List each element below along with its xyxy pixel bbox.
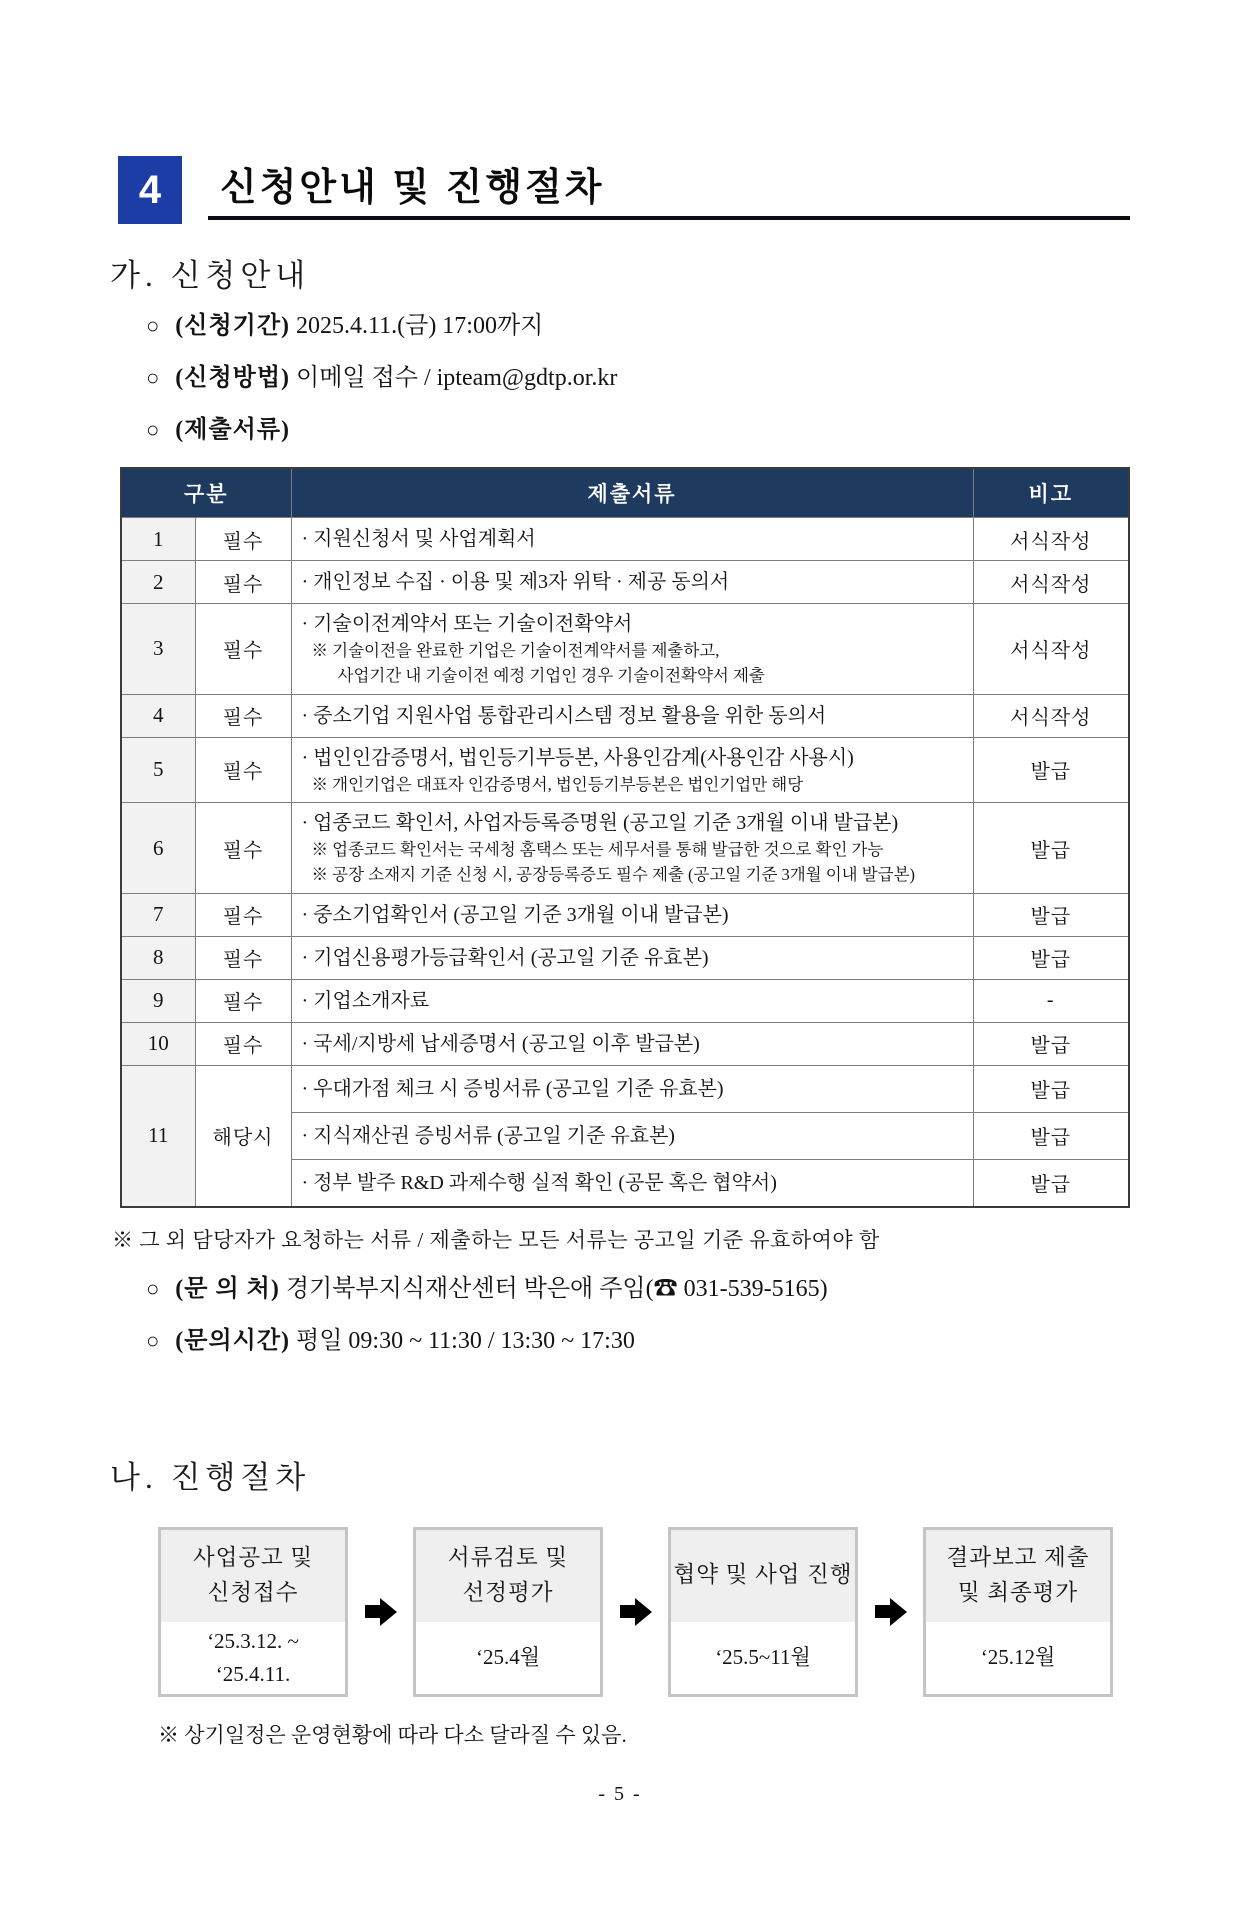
step-date	[926, 1622, 1110, 1694]
row-documents-cell	[291, 1065, 973, 1112]
row-note-cell: 발급	[973, 1159, 1129, 1207]
row-documents-cell	[291, 1159, 973, 1207]
bullet-label: (신청기간)	[175, 313, 291, 339]
column-header-note: 비고	[973, 468, 1129, 518]
step-title-line: 협약 및 사업 진행	[673, 1562, 853, 1588]
section-number-badge: 4	[118, 156, 182, 224]
step-date-line: ‘25.12월	[980, 1645, 1056, 1670]
table-row	[121, 737, 1129, 803]
title-underline	[208, 156, 1130, 220]
column-header-documents: 제출서류	[291, 468, 973, 518]
row-number-cell: 5	[121, 737, 195, 803]
row-number-cell: 1	[121, 518, 195, 561]
step-date-line: ‘25.3.12. ~	[207, 1629, 299, 1654]
table-row	[121, 936, 1129, 979]
phone-icon: ☎	[653, 1275, 678, 1302]
step-title	[416, 1530, 600, 1622]
step-title-line: 서류검토 및	[447, 1544, 569, 1570]
table-row	[121, 518, 1129, 561]
step-title-line: 사업공고 및	[192, 1544, 314, 1570]
bullet-contact-hours	[146, 1326, 1240, 1356]
row-number-cell: 11	[121, 1065, 195, 1207]
row-note-cell: 발급	[973, 1065, 1129, 1112]
document-page	[0, 156, 1240, 1909]
section-header	[118, 156, 1130, 224]
row-type-cell: 필수	[195, 936, 291, 979]
document-line: · 국세/지방세 납세증명서 (공고일 이후 발급본)	[301, 1032, 700, 1055]
row-note-cell: 발급	[973, 737, 1129, 803]
row-type-cell: 필수	[195, 1022, 291, 1065]
row-documents-cell	[291, 737, 973, 803]
row-documents-cell	[291, 604, 973, 695]
bullet-label: (신청방법)	[175, 365, 291, 391]
row-type-cell: 필수	[195, 737, 291, 803]
process-step-announcement	[158, 1527, 348, 1697]
row-type-cell: 필수	[195, 694, 291, 737]
table-row	[121, 604, 1129, 695]
row-note-cell: 서식작성	[973, 694, 1129, 737]
step-title	[161, 1530, 345, 1622]
column-header-category: 구분	[121, 468, 291, 518]
flow-arrow-icon	[603, 1527, 668, 1697]
step-date	[416, 1622, 600, 1694]
flow-arrow-icon	[348, 1527, 413, 1697]
step-date	[161, 1622, 345, 1694]
document-line: · 우대가점 체크 시 증빙서류 (공고일 기준 유효본)	[301, 1077, 724, 1100]
row-type-cell: 필수	[195, 604, 291, 695]
document-line: · 기술이전계약서 또는 기술이전확약서	[301, 613, 633, 635]
bullet-contact	[146, 1274, 1240, 1304]
document-line: · 정부 발주 R&D 과제수행 실적 확인 (공문 혹은 협약서)	[301, 1171, 777, 1194]
step-date	[671, 1622, 855, 1694]
row-type-cell: 필수	[195, 561, 291, 604]
table-row	[121, 979, 1129, 1022]
contact-bullets	[146, 1274, 1240, 1356]
row-number-cell: 10	[121, 1022, 195, 1065]
subsection-b-heading: 나. 진행절차	[110, 1459, 311, 1495]
row-documents-cell	[291, 518, 973, 561]
row-documents-cell	[291, 893, 973, 936]
table-header-row	[121, 468, 1129, 518]
step-date-line: ‘25.5~11월	[715, 1645, 811, 1670]
row-documents-cell	[291, 1022, 973, 1065]
document-subnote: ※ 개인기업은 대표자 인감증명서, 법인등기부등본은 법인기업만 해당	[311, 774, 804, 794]
bullet-application-method	[146, 363, 1240, 393]
application-info-bullets	[146, 311, 1240, 445]
table-row	[121, 694, 1129, 737]
document-subnote: ※ 기술이전을 완료한 기업은 기술이전계약서를 제출하고,	[311, 641, 720, 660]
process-flow	[158, 1527, 1240, 1697]
row-documents-cell	[291, 803, 973, 894]
bullet-submission-documents	[146, 415, 1240, 445]
circle-bullet-icon: ○	[146, 313, 160, 338]
row-note-cell: 발급	[973, 1022, 1129, 1065]
row-note-cell: 발급	[973, 893, 1129, 936]
table-row	[121, 561, 1129, 604]
row-documents-cell	[291, 979, 973, 1022]
row-number-cell: 9	[121, 979, 195, 1022]
row-documents-cell	[291, 694, 973, 737]
bullet-application-period	[146, 311, 1240, 341]
bullet-label: (문의시간)	[175, 1327, 291, 1354]
table-footnote: ※ 그 외 담당자가 요청하는 서류 / 제출하는 모든 서류는 공고일 기준 유효하여야 함	[112, 1227, 880, 1252]
row-note-cell: 서식작성	[973, 561, 1129, 604]
row-type-cell: 해당시	[195, 1065, 291, 1207]
bullet-text: 이메일 접수 / ipteam@gdtp.or.kr	[296, 365, 618, 391]
step-title	[671, 1530, 855, 1622]
row-number-cell: 7	[121, 893, 195, 936]
page-number: - 5 -	[598, 1782, 642, 1805]
subsection-a-heading: 가. 신청안내	[110, 258, 311, 293]
row-note-cell: -	[973, 979, 1129, 1022]
document-line: · 법인인감증명서, 법인등기부등본, 사용인감계(사용인감 사용시)	[301, 746, 854, 769]
row-note-cell: 서식작성	[973, 518, 1129, 561]
row-number-cell: 2	[121, 561, 195, 604]
document-line: · 개인정보 수집 · 이용 및 제3자 위탁 · 제공 동의서	[301, 571, 730, 593]
step-date-line: ‘25.4월	[475, 1645, 541, 1670]
document-line: · 지식재산권 증빙서류 (공고일 기준 유효본)	[301, 1124, 675, 1147]
process-step-agreement	[668, 1527, 858, 1697]
bullet-text: 경기북부지식재산센터 박은애 주임(	[285, 1275, 654, 1302]
document-subnote: ※ 업종코드 확인서는 국세청 홈택스 또는 세무서를 통해 발급한 것으로 확인 가능	[311, 840, 884, 860]
circle-bullet-icon: ○	[146, 417, 160, 442]
flow-footnote: ※ 상기일정은 운영현황에 따라 다소 달라질 수 있음.	[158, 1722, 627, 1747]
row-documents-cell	[291, 561, 973, 604]
document-line: · 업종코드 확인서, 사업자등록증명원 (공고일 기준 3개월 이내 발급본)	[301, 812, 899, 835]
document-line: · 지원신청서 및 사업계획서	[301, 528, 536, 550]
step-title-line: 신청접수	[207, 1579, 299, 1605]
document-line: · 중소기업확인서 (공고일 기준 3개월 이내 발급본)	[301, 903, 729, 926]
row-note-cell: 서식작성	[973, 604, 1129, 695]
document-subnote: 사업기간 내 기술이전 예정 기업인 경우 기술이전확약서 제출	[337, 665, 765, 685]
step-date-line: ‘25.4.11.	[215, 1661, 291, 1686]
row-number-cell: 6	[121, 803, 195, 894]
table-row	[121, 1022, 1129, 1065]
flow-arrow-icon	[858, 1527, 923, 1697]
process-step-final-report	[923, 1527, 1113, 1697]
row-type-cell: 필수	[195, 893, 291, 936]
step-title	[926, 1530, 1110, 1622]
circle-bullet-icon: ○	[146, 1275, 160, 1301]
row-number-cell: 4	[121, 694, 195, 737]
bullet-label: (제출서류)	[175, 417, 291, 443]
table-row	[121, 893, 1129, 936]
circle-bullet-icon: ○	[146, 365, 160, 390]
table-row	[121, 803, 1129, 894]
row-note-cell: 발급	[973, 803, 1129, 894]
row-number-cell: 8	[121, 936, 195, 979]
step-title-line: 선정평가	[462, 1579, 554, 1605]
document-subnote: ※ 공장 소재지 기준 신청 시, 공장등록증도 필수 제출 (공고일 기준 3개월 이내 발급본)	[311, 865, 916, 884]
row-number-cell: 3	[121, 604, 195, 695]
table-row	[121, 1065, 1129, 1112]
row-note-cell: 발급	[973, 936, 1129, 979]
row-note-cell: 발급	[973, 1112, 1129, 1159]
submission-documents-table	[120, 467, 1130, 1208]
document-line: · 중소기업 지원사업 통합관리시스템 정보 활용을 위한 동의서	[301, 704, 827, 727]
phone-number: 031-539-5165)	[677, 1275, 828, 1302]
document-line: · 기업신용평가등급확인서 (공고일 기준 유효본)	[301, 946, 709, 969]
row-documents-cell	[291, 1112, 973, 1159]
step-title-line: 결과보고 제출	[946, 1544, 1090, 1570]
row-type-cell: 필수	[195, 803, 291, 894]
row-type-cell: 필수	[195, 979, 291, 1022]
bullet-text: 평일 09:30 ~ 11:30 / 13:30 ~ 17:30	[296, 1327, 635, 1354]
process-step-review	[413, 1527, 603, 1697]
row-type-cell: 필수	[195, 518, 291, 561]
page-title: 신청안내 및 진행절차	[220, 166, 605, 209]
bullet-label: (문 의 처)	[175, 1275, 280, 1302]
document-line: · 기업소개자료	[301, 989, 430, 1012]
step-title-line: 및 최종평가	[957, 1579, 1079, 1605]
row-documents-cell	[291, 936, 973, 979]
circle-bullet-icon: ○	[146, 1327, 160, 1353]
bullet-text: 2025.4.11.(금) 17:00까지	[296, 313, 544, 339]
